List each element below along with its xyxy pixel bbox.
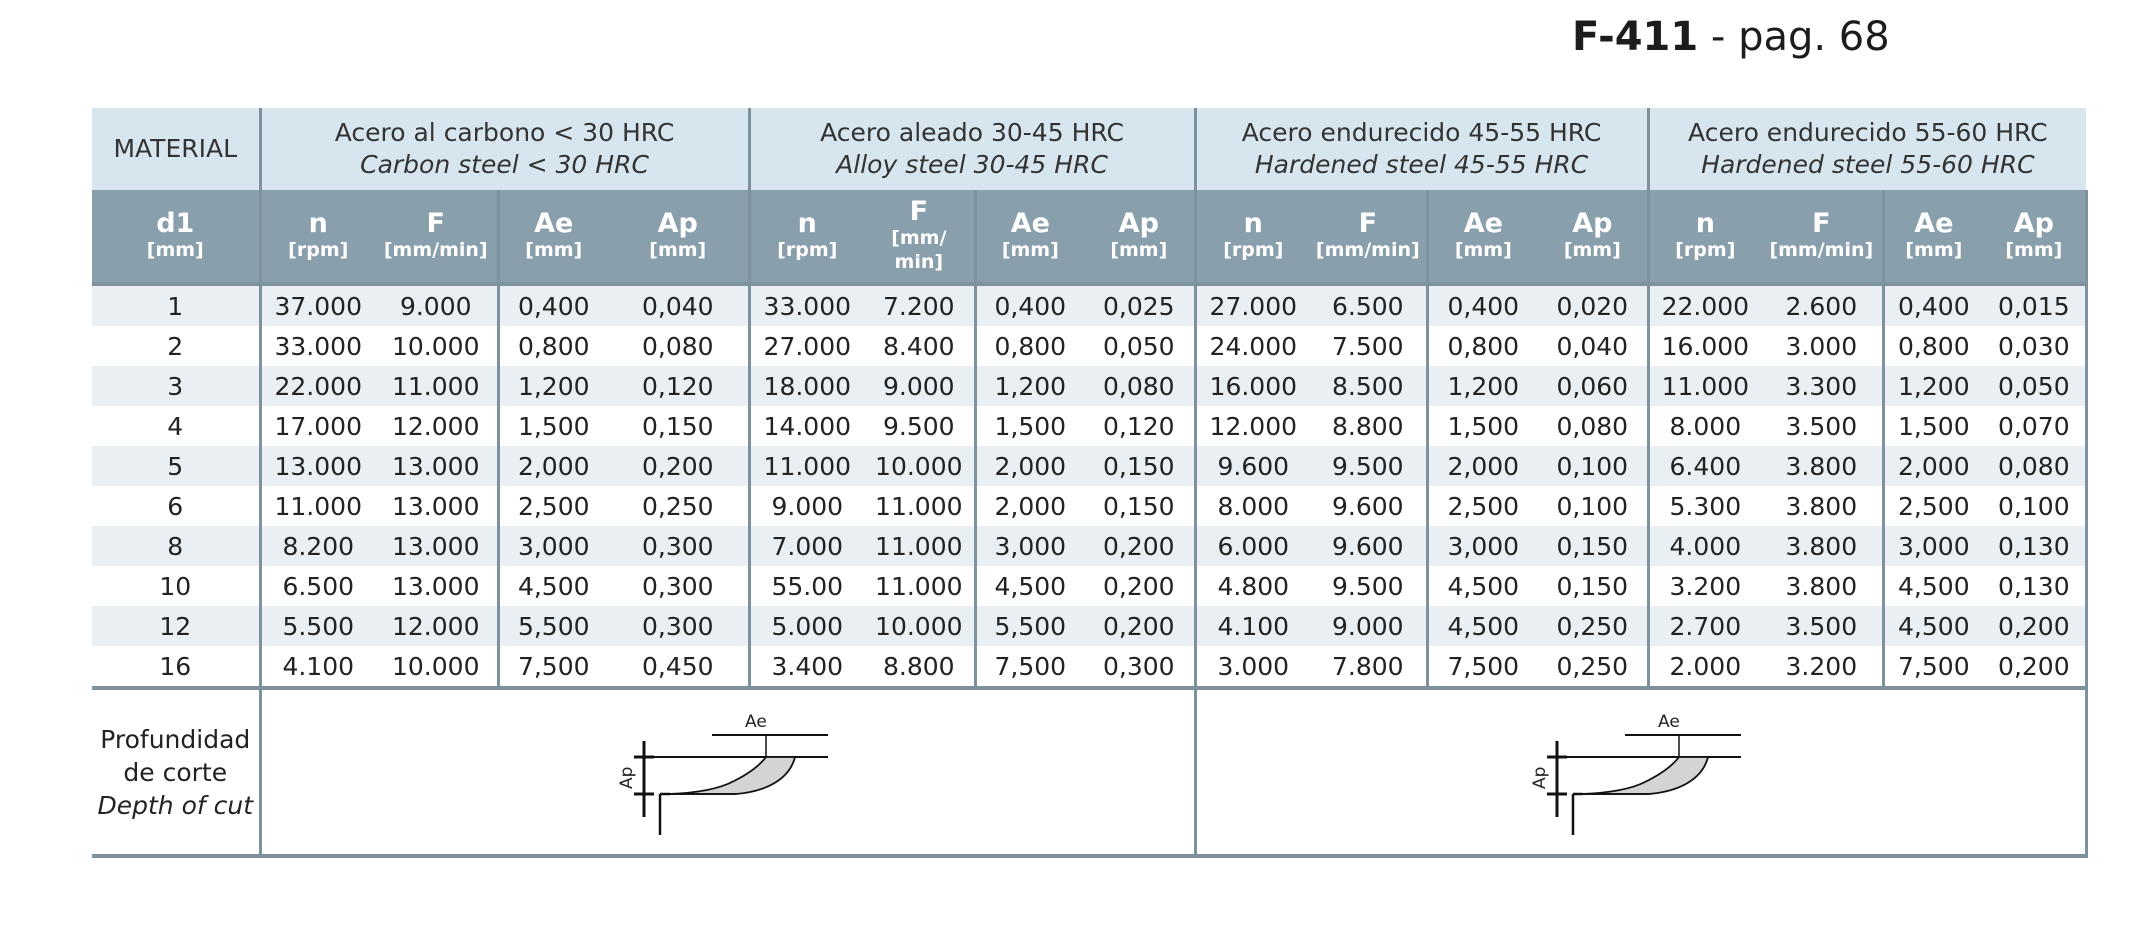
material-group-hardened-55-60 [1648, 108, 2086, 190]
table-cell: 0,200 [1084, 566, 1195, 606]
table-cell: 5.500 [260, 606, 375, 646]
table-cell: 1,200 [1883, 366, 1983, 406]
table-cell: 0,050 [1983, 366, 2086, 406]
table-cell: 7.200 [864, 284, 975, 326]
table-cell: 33.000 [749, 284, 864, 326]
table-cell: 0,300 [608, 606, 749, 646]
material-name-en: Hardened steel 55-60 HRC [1701, 150, 2035, 179]
header-unit: [mm] [525, 239, 583, 261]
table-cell: 0,015 [1983, 284, 2086, 326]
table-cell: 13.000 [260, 446, 375, 486]
table-cell: 18.000 [749, 366, 864, 406]
table-row [92, 406, 2086, 446]
table-row [92, 284, 2086, 326]
table-cell: 11.000 [864, 486, 975, 526]
table-cell: 4,500 [1883, 606, 1983, 646]
table-cell: 3.800 [1761, 526, 1883, 566]
table-row [92, 566, 2086, 606]
header-unit: [mm/min] [1769, 239, 1874, 261]
table-row [92, 486, 2086, 526]
table-cell: 2,500 [1427, 486, 1538, 526]
table-cell: 3,000 [498, 526, 608, 566]
header-unit: [mm/min] [1315, 239, 1420, 261]
table-cell: 8.000 [1648, 406, 1761, 446]
table-cell: 0,080 [608, 326, 749, 366]
table-cell: 9.600 [1195, 446, 1310, 486]
header-unit: [mm] [1001, 239, 1059, 261]
table-cell: 9.600 [1310, 486, 1427, 526]
material-group-hardened-45-55 [1195, 108, 1648, 190]
table-cell: 0,100 [1538, 446, 1648, 486]
header-ae [975, 190, 1084, 284]
header-n [749, 190, 864, 284]
table-cell: 0,450 [608, 646, 749, 688]
diameter-cell: 1 [92, 284, 260, 326]
table-cell: 4,500 [1427, 566, 1538, 606]
table-row [92, 446, 2086, 486]
catalog-code: F-411 [1572, 14, 1699, 60]
table-cell: 0,020 [1538, 284, 1648, 326]
table-cell: 0,250 [1538, 646, 1648, 688]
header-name: d1 [156, 208, 195, 239]
table-cell: 0,250 [1538, 606, 1648, 646]
header-unit: [mm] [1110, 239, 1168, 261]
header-f [864, 190, 975, 284]
table-cell: 4.100 [260, 646, 375, 688]
label-en: Depth of cut [97, 790, 254, 820]
diameter-cell: 3 [92, 366, 260, 406]
table-cell: 4,500 [498, 566, 608, 606]
table-cell: 9.500 [1310, 566, 1427, 606]
table-cell: 0,130 [1983, 566, 2086, 606]
header-unit: [mm] [1454, 239, 1512, 261]
table-cell: 11.000 [864, 526, 975, 566]
table-row [92, 606, 2086, 646]
header-name: F [1358, 208, 1378, 239]
header-ap [1983, 190, 2086, 284]
table-cell: 7,500 [498, 646, 608, 688]
material-name-en: Hardened steel 45-55 HRC [1254, 150, 1589, 179]
header-ap [608, 190, 749, 284]
table-cell: 0,025 [1084, 284, 1195, 326]
diagram-cell-left [260, 688, 1195, 856]
table-cell: 7,500 [975, 646, 1084, 688]
table-cell: 7.500 [1310, 326, 1427, 366]
table-cell: 11.000 [749, 446, 864, 486]
material-name-es: Acero endurecido 55-60 HRC [1688, 118, 2048, 147]
table-cell: 5,500 [498, 606, 608, 646]
header-name: Ap [657, 208, 698, 239]
table-cell: 22.000 [260, 366, 375, 406]
material-row [92, 108, 2086, 190]
table-cell: 0,200 [1084, 526, 1195, 566]
material-name-en: Alloy steel 30-45 HRC [836, 150, 1108, 179]
material-name-es: Acero aleado 30-45 HRC [820, 118, 1124, 147]
table-cell: 0,040 [608, 284, 749, 326]
table-cell: 6.400 [1648, 446, 1761, 486]
table-cell: 3,000 [975, 526, 1084, 566]
table-cell: 1,500 [1883, 406, 1983, 446]
table-cell: 3,000 [1427, 526, 1538, 566]
table-cell: 27.000 [749, 326, 864, 366]
header-name: n [1243, 208, 1263, 239]
table-cell: 1,200 [498, 366, 608, 406]
depth-of-cut-diagram [1521, 705, 1761, 839]
table-cell: 2,000 [498, 446, 608, 486]
table-cell: 12.000 [1195, 406, 1310, 446]
table-cell: 0,100 [1983, 486, 2086, 526]
diameter-cell: 10 [92, 566, 260, 606]
table-cell: 9.500 [1310, 446, 1427, 486]
table-cell: 0,200 [1983, 646, 2086, 688]
table-cell: 9.600 [1310, 526, 1427, 566]
page-title [1572, 14, 1890, 60]
table-cell: 1,500 [975, 406, 1084, 446]
table-cell: 2,000 [975, 446, 1084, 486]
header-f [375, 190, 498, 284]
table-cell: 3.500 [1761, 406, 1883, 446]
header-name: Ap [1118, 208, 1159, 239]
header-n [1195, 190, 1310, 284]
header-unit: [mm] [1905, 239, 1963, 261]
diameter-cell: 6 [92, 486, 260, 526]
table-cell: 4.000 [1648, 526, 1761, 566]
table-cell: 3.500 [1761, 606, 1883, 646]
header-unit: [mm] [1563, 239, 1621, 261]
table-cell: 3.300 [1761, 366, 1883, 406]
table-cell: 7,500 [1883, 646, 1983, 688]
table-cell: 0,400 [975, 284, 1084, 326]
diagram-ae-label: Ae [1657, 712, 1680, 732]
table-cell: 8.200 [260, 526, 375, 566]
table-cell: 5.300 [1648, 486, 1761, 526]
table-cell: 0,120 [1084, 406, 1195, 446]
header-name: F [426, 208, 445, 239]
table-cell: 16.000 [1648, 326, 1761, 366]
header-ap [1084, 190, 1195, 284]
table-cell: 4.100 [1195, 606, 1310, 646]
table-cell: 0,050 [1084, 326, 1195, 366]
material-label: MATERIAL [92, 108, 260, 190]
cutting-data-table [92, 108, 2088, 858]
depth-of-cut-diagram [608, 705, 848, 839]
header-name: Ae [1010, 208, 1050, 239]
depth-of-cut-row [92, 688, 2086, 856]
table-cell: 12.000 [375, 606, 498, 646]
header-name: Ae [1463, 208, 1503, 239]
diameter-cell: 12 [92, 606, 260, 646]
table-cell: 3.000 [1761, 326, 1883, 366]
table-cell: 4,500 [1883, 566, 1983, 606]
table-cell: 55.00 [749, 566, 864, 606]
depth-of-cut-label [92, 688, 260, 856]
table-cell: 22.000 [1648, 284, 1761, 326]
table-cell: 9.000 [1310, 606, 1427, 646]
material-name-es: Acero al carbono < 30 HRC [334, 118, 675, 147]
table-cell: 0,150 [1084, 486, 1195, 526]
table-cell: 0,150 [1538, 566, 1648, 606]
table-cell: 4.800 [1195, 566, 1310, 606]
table-cell: 0,800 [1883, 326, 1983, 366]
header-name: Ap [2013, 208, 2054, 239]
table-cell: 7,500 [1427, 646, 1538, 688]
table-cell: 3.800 [1761, 566, 1883, 606]
diameter-cell: 2 [92, 326, 260, 366]
header-name: Ap [1572, 208, 1613, 239]
table-cell: 8.800 [1310, 406, 1427, 446]
table-cell: 0,200 [1084, 606, 1195, 646]
table-cell: 0,200 [608, 446, 749, 486]
header-unit: [mm] [649, 239, 707, 261]
material-name-es: Acero endurecido 45-55 HRC [1241, 118, 1602, 147]
page-reference: - pag. 68 [1698, 14, 1890, 60]
table-cell: 1,500 [1427, 406, 1538, 446]
header-unit: [mm/min] [383, 239, 488, 261]
header-name: Ae [1914, 208, 1954, 239]
table-cell: 0,300 [1084, 646, 1195, 688]
table-cell: 0,080 [1983, 446, 2086, 486]
table-cell: 11.000 [260, 486, 375, 526]
table-cell: 1,200 [975, 366, 1084, 406]
table-cell: 24.000 [1195, 326, 1310, 366]
table-cell: 0,070 [1983, 406, 2086, 446]
table-cell: 0,400 [1883, 284, 1983, 326]
table-cell: 8.400 [864, 326, 975, 366]
table-cell: 0,030 [1983, 326, 2086, 366]
header-ap [1538, 190, 1648, 284]
table-cell: 0,130 [1983, 526, 2086, 566]
table-cell: 37.000 [260, 284, 375, 326]
table-row [92, 326, 2086, 366]
table-cell: 13.000 [375, 446, 498, 486]
material-group-alloy [749, 108, 1195, 190]
table-cell: 0,400 [1427, 284, 1538, 326]
header-d1 [92, 190, 260, 284]
table-row [92, 646, 2086, 688]
table-cell: 3,000 [1883, 526, 1983, 566]
table-cell: 0,300 [608, 566, 749, 606]
table-cell: 2.000 [1648, 646, 1761, 688]
header-name: F [909, 196, 929, 227]
table-cell: 3.200 [1648, 566, 1761, 606]
header-n [260, 190, 375, 284]
diagram-cell-right [1195, 688, 2086, 856]
table-cell: 1,500 [498, 406, 608, 446]
table-cell: 4,500 [1427, 606, 1538, 646]
diagram-ae-label: Ae [744, 712, 767, 732]
table-cell: 0,400 [498, 284, 608, 326]
table-cell: 0,150 [1538, 526, 1648, 566]
table-cell: 16.000 [1195, 366, 1310, 406]
table-cell: 0,120 [608, 366, 749, 406]
column-header-row [92, 190, 2086, 284]
table-cell: 13.000 [375, 526, 498, 566]
header-unit: [mm/ min] [891, 227, 947, 273]
table-cell: 0,080 [1538, 406, 1648, 446]
table-cell: 3.800 [1761, 486, 1883, 526]
table-cell: 14.000 [749, 406, 864, 446]
table-cell: 6.500 [1310, 284, 1427, 326]
table-cell: 7.800 [1310, 646, 1427, 688]
label-es-line1: Profundidad [100, 724, 251, 754]
table-cell: 3.200 [1761, 646, 1883, 688]
table-cell: 0,040 [1538, 326, 1648, 366]
table-cell: 5.000 [749, 606, 864, 646]
table-cell: 10.000 [864, 606, 975, 646]
table-cell: 0,060 [1538, 366, 1648, 406]
table-row [92, 526, 2086, 566]
header-f [1310, 190, 1427, 284]
header-unit: [rpm] [1675, 239, 1736, 261]
header-f [1761, 190, 1883, 284]
header-ae [1427, 190, 1538, 284]
table-cell: 8.500 [1310, 366, 1427, 406]
header-unit: [mm] [146, 239, 204, 261]
header-n [1648, 190, 1761, 284]
table-cell: 2,000 [975, 486, 1084, 526]
table-cell: 7.000 [749, 526, 864, 566]
table-cell: 6.500 [260, 566, 375, 606]
table-cell: 9.000 [375, 284, 498, 326]
diagram-ap-label: Ap [1529, 766, 1550, 789]
header-unit: [rpm] [288, 239, 349, 261]
diameter-cell: 4 [92, 406, 260, 446]
material-name-en: Carbon steel < 30 HRC [360, 150, 649, 179]
header-ae [498, 190, 608, 284]
header-unit: [rpm] [777, 239, 838, 261]
table-cell: 12.000 [375, 406, 498, 446]
material-group-carbon [260, 108, 749, 190]
table-cell: 17.000 [260, 406, 375, 446]
table-cell: 8.000 [1195, 486, 1310, 526]
table-cell: 0,150 [608, 406, 749, 446]
table-cell: 1,200 [1427, 366, 1538, 406]
table-cell: 2.700 [1648, 606, 1761, 646]
table-cell: 10.000 [375, 326, 498, 366]
header-name: Ae [534, 208, 574, 239]
table-cell: 0,800 [1427, 326, 1538, 366]
table-cell: 0,300 [608, 526, 749, 566]
table-cell: 10.000 [864, 446, 975, 486]
header-name: n [1695, 208, 1715, 239]
label-es-line2: de corte [123, 757, 228, 787]
table-cell: 3.000 [1195, 646, 1310, 688]
table-cell: 2.600 [1761, 284, 1883, 326]
table-cell: 9.000 [749, 486, 864, 526]
table-cell: 13.000 [375, 566, 498, 606]
table-cell: 0,200 [1983, 606, 2086, 646]
table-cell: 33.000 [260, 326, 375, 366]
table-cell: 3.800 [1761, 446, 1883, 486]
table-cell: 2,000 [1883, 446, 1983, 486]
table-cell: 6.000 [1195, 526, 1310, 566]
diagram-ap-label: Ap [616, 766, 637, 789]
table-cell: 13.000 [375, 486, 498, 526]
table-cell: 11.000 [375, 366, 498, 406]
table-cell: 10.000 [375, 646, 498, 688]
table-cell: 0,800 [498, 326, 608, 366]
table-cell: 0,800 [975, 326, 1084, 366]
table-cell: 0,250 [608, 486, 749, 526]
table-cell: 4,500 [975, 566, 1084, 606]
table-row [92, 366, 2086, 406]
header-ae [1883, 190, 1983, 284]
header-name: F [1812, 208, 1831, 239]
table-cell: 3.400 [749, 646, 864, 688]
table-cell: 0,080 [1084, 366, 1195, 406]
table-cell: 2,500 [498, 486, 608, 526]
header-name: n [797, 208, 817, 239]
diameter-cell: 5 [92, 446, 260, 486]
header-unit: [mm] [2005, 239, 2063, 261]
table-cell: 2,000 [1427, 446, 1538, 486]
header-name: n [308, 208, 328, 239]
diameter-cell: 16 [92, 646, 260, 688]
table-cell: 27.000 [1195, 284, 1310, 326]
table-cell: 0,100 [1538, 486, 1648, 526]
table-cell: 2,500 [1883, 486, 1983, 526]
table-cell: 9.000 [864, 366, 975, 406]
table-cell: 0,150 [1084, 446, 1195, 486]
table-cell: 5,500 [975, 606, 1084, 646]
table-cell: 11.000 [1648, 366, 1761, 406]
table-cell: 9.500 [864, 406, 975, 446]
table-cell: 8.800 [864, 646, 975, 688]
table-cell: 11.000 [864, 566, 975, 606]
header-unit: [rpm] [1223, 239, 1284, 261]
diameter-cell: 8 [92, 526, 260, 566]
